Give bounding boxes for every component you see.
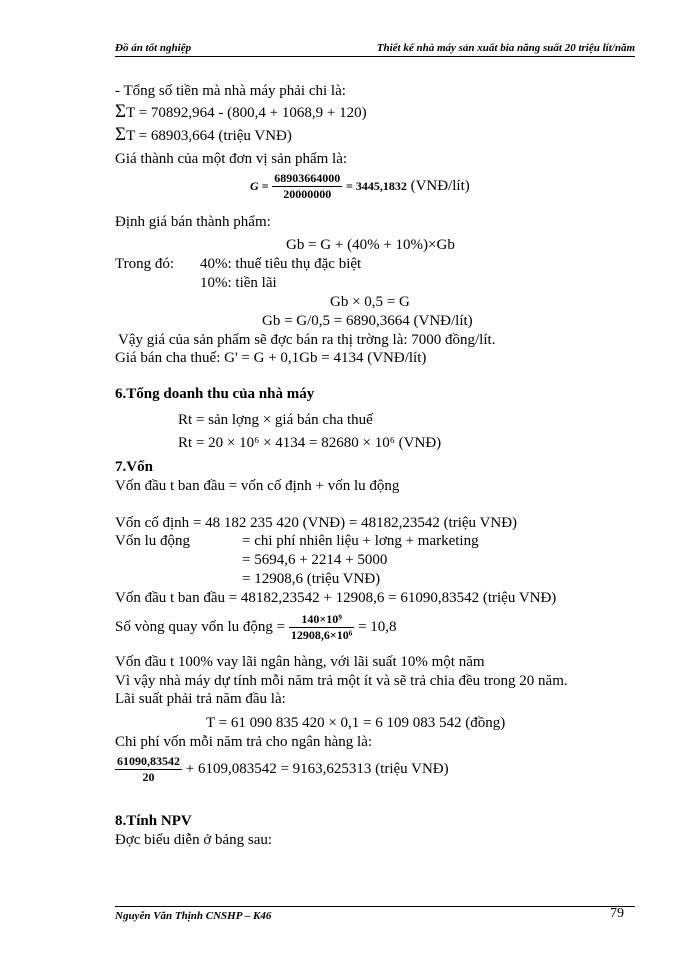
- footer-rule: [115, 906, 635, 907]
- working-capital-formula: = chi phí nhiên liệu + lơng + marketing: [242, 533, 479, 549]
- gb-formula: Gb = G + (40% + 10%)×Gb: [286, 237, 455, 253]
- sum-line-1: ΣT = 70892,964 - (800,4 + 1068,9 + 120): [115, 101, 367, 122]
- footer-author: Nguyễn Văn Thịnh CNSHP – K46: [115, 910, 272, 922]
- page-number: 79: [610, 906, 624, 921]
- total-cost-label: - Tổng số tiền mà nhà máy phải chi là:: [115, 83, 346, 99]
- turnover-fraction: $\frac{\text{140×10⁹}}{\text{12908,6×10⁶}}$: [290, 612, 353, 643]
- profit-note: 10%: tiền lãi: [200, 275, 277, 291]
- revenue-formula-2: Rt = 20 × 10⁶ × 4134 = 82680 × 10⁶ (VNĐ): [178, 435, 442, 451]
- sum-line-2: ΣT = 68903,664 (triệu VNĐ): [115, 124, 292, 145]
- annual-capital-fraction: $\frac{61090,83542}{20}$: [117, 754, 180, 785]
- section-8-heading: 8.Tính NPV: [115, 813, 192, 829]
- turnover-formula: Số vòng quay vốn lu động = $\frac{\text{140×10⁹}}{\text{12908,6×10⁶}}$ = 10,8: [115, 612, 397, 643]
- first-year-interest-formula: T = 61 090 835 420 × 0,1 = 6 109 083 542 (đồng): [206, 715, 506, 731]
- gb-equation-2: Gb = G/0,5 = 6890,3664 (VNĐ/lít): [262, 313, 473, 329]
- pre-tax-price-line: Giá bán cha thuế: G' = G + 0,1Gb = 4134 (VNĐ/lít): [115, 350, 427, 366]
- first-year-interest-label: Lãi suất phải trả năm đầu là:: [115, 691, 286, 707]
- unit-cost-fraction: $\frac{68903664000}{20000000}$: [274, 171, 341, 202]
- fixed-capital-line: Vốn cố định = 48 182 235 420 (VNĐ) = 48182,23542 (triệu VNĐ): [115, 515, 518, 531]
- initial-capital-total: Vốn đầu t ban đầu = 48182,23542 + 12908,6 = 61090,83542 (triệu VNĐ): [115, 590, 557, 606]
- initial-capital-definition: Vốn đầu t ban đầu = vốn cố định + vốn lu động: [115, 478, 400, 494]
- gb-equation-1: Gb × 0,5 = G: [330, 294, 410, 310]
- working-capital-sum: = 5694,6 + 2214 + 5000: [242, 552, 388, 568]
- annual-capital-cost-label: Chi phí vốn mỗi năm trả cho ngân hàng là:: [115, 734, 373, 750]
- working-capital-label: Vốn lu động: [115, 533, 190, 549]
- unit-cost-formula: G = $\frac{68903664000}{20000000}$ = 3445,1832 (VNĐ/lít): [250, 171, 470, 202]
- npv-intro: Đợc biểu diễn ở bảng sau:: [115, 832, 273, 848]
- header-right: Thiết kế nhà máy sản xuất bia năng suất 20 triệu lít/năm: [376, 42, 635, 54]
- loan-line: Vốn đầu t 100% vay lãi ngân hàng, với lãi suất 10% một năm: [115, 654, 485, 670]
- section-6-heading: 6.Tổng doanh thu của nhà máy: [115, 386, 315, 402]
- revenue-formula-1: Rt = sản lợng × giá bán cha thuế: [178, 412, 373, 428]
- section-7-heading: 7.Vốn: [115, 459, 153, 475]
- working-capital-total: = 12908,6 (triệu VNĐ): [242, 571, 381, 587]
- header-left: Đồ án tốt nghiệp: [115, 42, 192, 54]
- selling-price-label: Định giá bán thành phẩm:: [115, 214, 271, 230]
- unit-cost-label: Giá thành của một đơn vị sản phẩm là:: [115, 151, 348, 167]
- repayment-plan-line: Vì vậy nhà máy dự tính mỗi năm trả một ít và sẽ trả chia đều trong 20 năm.: [115, 673, 568, 689]
- header-rule: [115, 56, 635, 57]
- trong-do-label: Trong đó:: [115, 256, 175, 272]
- tax-note: 40%: thuế tiêu thụ đặc biệt: [200, 256, 362, 272]
- market-price-line: Vậy giá của sản phẩm sẽ đợc bán ra thị trờng là: 7000 đồng/lít.: [118, 332, 496, 348]
- annual-capital-cost-formula: $\frac{61090,83542}{20}$ + 6109,083542 = 9163,625313 (triệu VNĐ): [117, 754, 449, 785]
